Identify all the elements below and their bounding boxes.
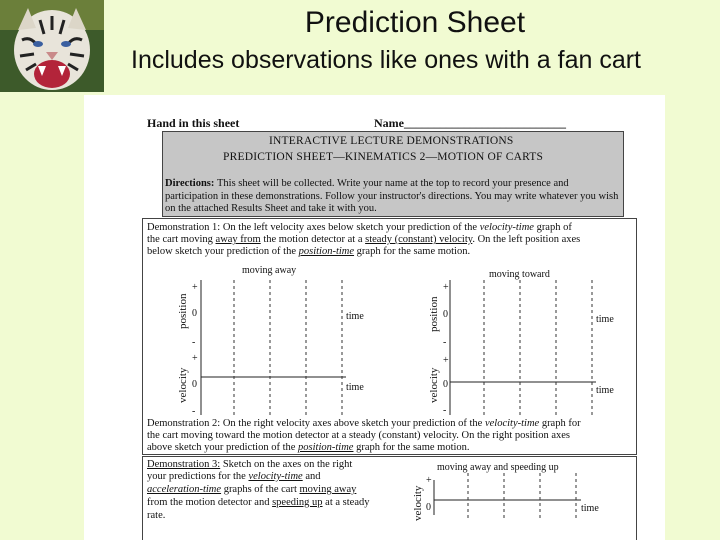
demo1-line-3: below sketch your prediction of the position-time graph for the same motion. [147,246,471,257]
left-bottom-plus: + [192,353,198,364]
directions-label: Directions: [165,178,215,189]
left-bottom-minus: - [192,406,196,417]
header-line-2: PREDICTION SHEET—KINEMATICS 2—MOTION OF CARTS [223,151,544,163]
left-bottom-zero: 0 [192,379,197,390]
demo3-line-3: acceleration-time graphs of the cart moving away [147,484,357,495]
right-bottom-plus: + [443,355,449,366]
right-top-zero: 0 [443,309,448,320]
left-top-zero: 0 [192,308,197,319]
left-position-label: position [177,293,189,329]
left-bottom-time: time [346,382,364,393]
right-graph-caption: moving toward [489,269,550,280]
hand-in-label: Hand in this sheet [147,116,240,130]
right-top-time: time [596,314,614,325]
right-bottom-minus: - [443,405,447,416]
left-velocity-label: velocity [177,367,189,403]
right-bottom-zero: 0 [443,379,448,390]
slide-title: Prediction Sheet [304,6,526,39]
tiger-image [0,0,104,92]
demo3-line-1: Demonstration 3: Sketch on the axes on the right [147,459,353,470]
name-field: Name___________________________ [374,116,566,130]
demo3-line-5: rate. [147,510,166,521]
left-graph-caption: moving away [242,265,297,276]
slide-subtitle: Includes observations like ones with a fan cart [131,46,641,74]
demo1-line-2: the cart moving away from the motion detector at a steady (constant) velocity. On the left position axes [147,234,581,245]
demo3-line-2: your predictions for the velocity-time and [147,471,321,482]
header-line-1: INTERACTIVE LECTURE DEMONSTRATIONS [269,135,514,147]
demo3-graph-caption: moving away and speeding up [437,462,559,473]
left-top-time: time [346,311,364,322]
demo3-velocity-label: velocity [412,485,424,521]
demo3-plus: + [426,475,432,486]
demo3-line-4: from the motion detector and speeding up at a steady [147,497,370,508]
demo1-line-1: Demonstration 1: On the left velocity axes below sketch your prediction of the velocity-time graph of [147,222,572,233]
left-top-minus: - [192,337,196,348]
right-position-label: position [428,296,440,332]
prediction-worksheet [84,95,665,540]
demo3-time: time [581,503,599,514]
demo3-zero: 0 [426,502,431,513]
demo2-line-1: Demonstration 2: On the right velocity axes above sketch your prediction of the velocity-time graph for [147,418,581,429]
right-top-minus: - [443,337,447,348]
right-top-plus: + [443,282,449,293]
demo2-line-3: above sketch your prediction of the position-time graph for the same motion. [147,442,470,453]
right-velocity-label: velocity [428,367,440,403]
left-top-plus: + [192,282,198,293]
right-bottom-time: time [596,385,614,396]
directions-body: This sheet will be collected. Write your name at the top to record your presence and participation in these demonstrations. Follow your instructor's directions. You may write whatever you wish on the attached Results Sheet and take it with you. [165,178,619,214]
demo2-line-2: the cart moving toward the motion detector at a steady (constant) velocity. On the right position axes [147,430,570,441]
